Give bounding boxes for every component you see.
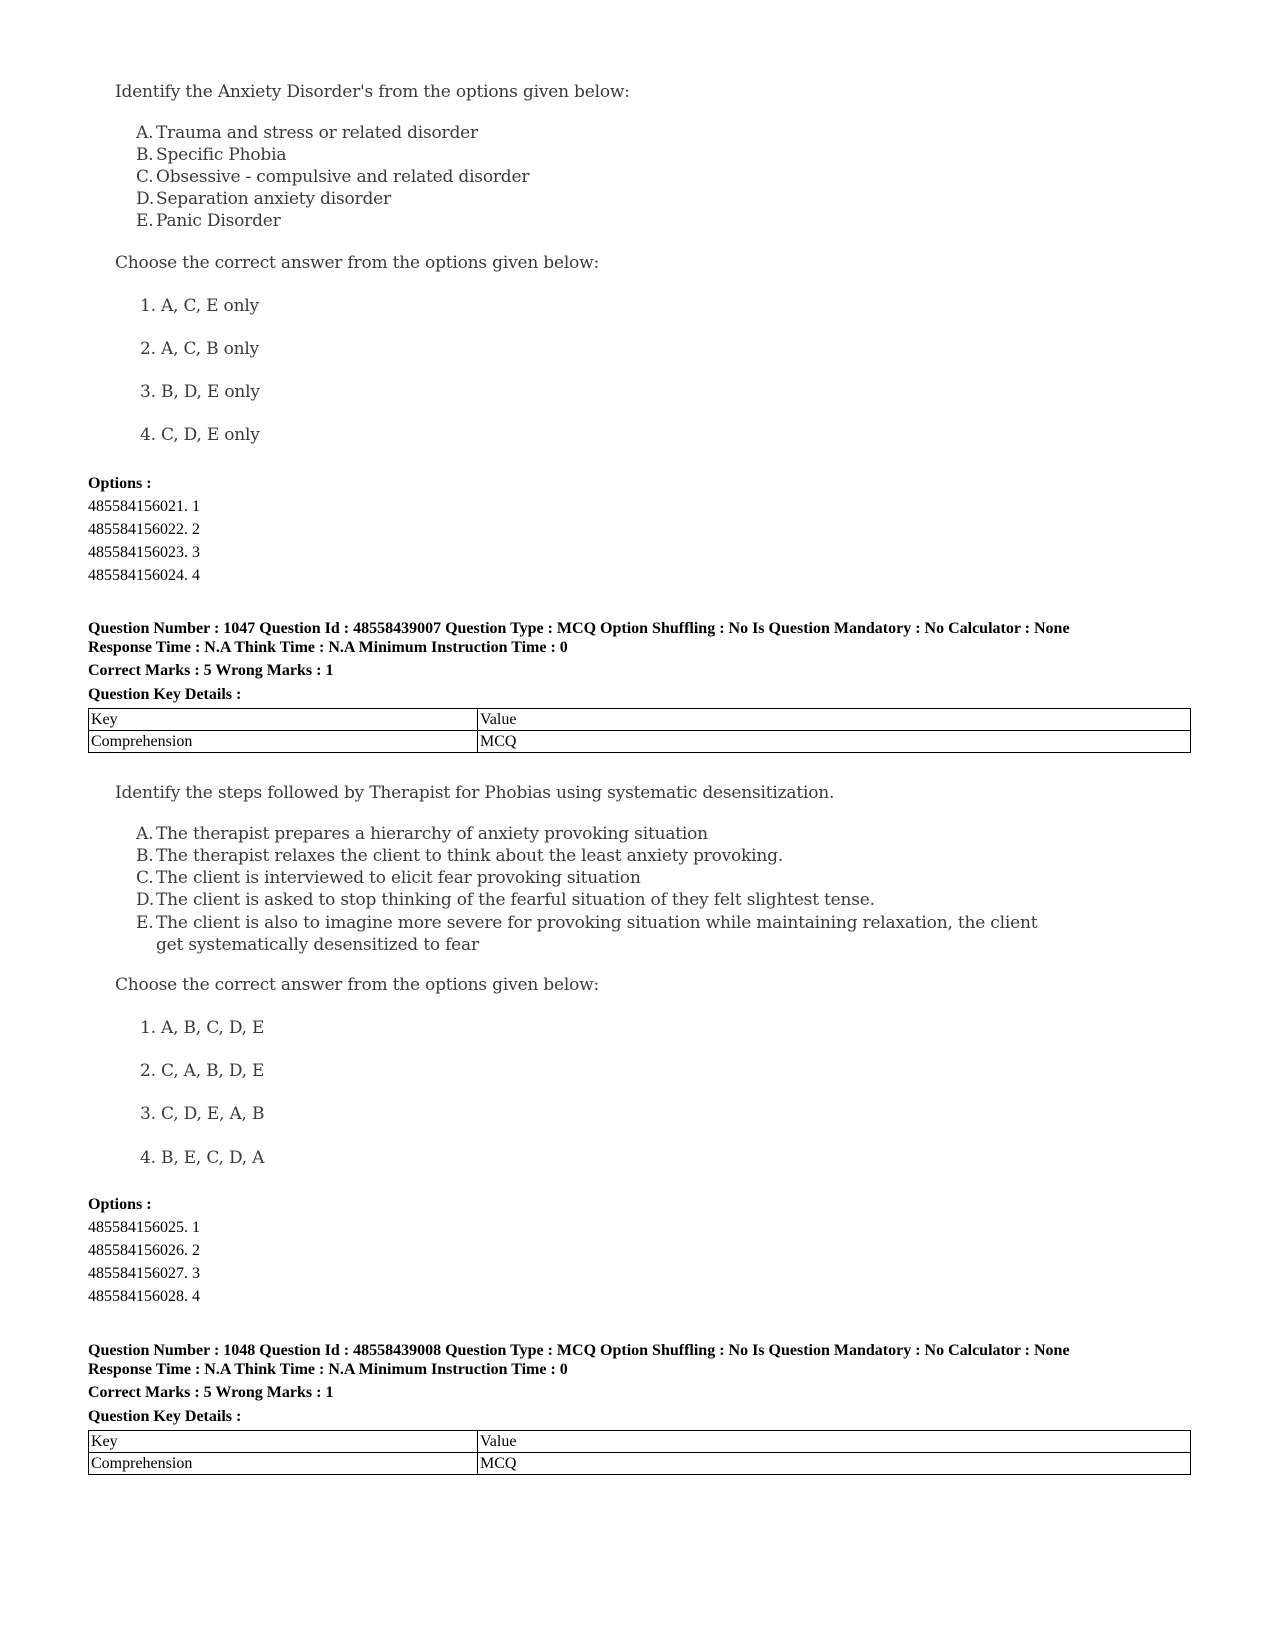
statement-b: B. Specific Phobia	[136, 145, 287, 165]
statement-e-continuation: get systematically desensitized to fear	[156, 935, 479, 955]
table-header-row	[89, 1431, 1191, 1453]
table-cell-key: Comprehension	[89, 731, 478, 753]
statement-d: D. The client is asked to stop thinking of the fearful situation of they felt slightest tense.	[136, 890, 875, 910]
option-id: 485584156024. 4	[88, 567, 200, 584]
statement-e: E. Panic Disorder	[136, 211, 281, 231]
answer-choice-1: 1. A, B, C, D, E	[140, 1018, 265, 1038]
table-cell-key: Comprehension	[89, 1453, 478, 1475]
table-cell-value: MCQ	[478, 1453, 1191, 1475]
key-details-table	[88, 708, 1191, 753]
statement-a: A. Trauma and stress or related disorder	[136, 123, 478, 143]
option-id: 485584156028. 4	[88, 1288, 200, 1305]
marks-line: Correct Marks : 5 Wrong Marks : 1	[88, 662, 334, 679]
marks-line: Correct Marks : 5 Wrong Marks : 1	[88, 1384, 334, 1401]
answer-choice-2: 2. C, A, B, D, E	[140, 1061, 265, 1081]
table-header-key: Key	[89, 709, 478, 731]
option-id: 485584156027. 3	[88, 1265, 200, 1282]
answer-choice-3: 3. C, D, E, A, B	[140, 1104, 265, 1124]
answer-choice-4: 4. C, D, E only	[140, 425, 260, 445]
question-header-line-2: Response Time : N.A Think Time : N.A Minimum Instruction Time : 0	[88, 1361, 568, 1378]
options-label: Options :	[88, 1196, 152, 1213]
table-cell-value: MCQ	[478, 731, 1191, 753]
key-details-label: Question Key Details :	[88, 686, 242, 703]
answer-choice-3: 3. B, D, E only	[140, 382, 260, 402]
choose-instruction: Choose the correct answer from the options given below:	[115, 253, 599, 273]
statement-c: C. The client is interviewed to elicit fear provoking situation	[136, 868, 641, 888]
table-row	[89, 1453, 1191, 1475]
option-id: 485584156025. 1	[88, 1219, 200, 1236]
statement-c: C. Obsessive - compulsive and related disorder	[136, 167, 530, 187]
option-id: 485584156026. 2	[88, 1242, 200, 1259]
table-header-key: Key	[89, 1431, 478, 1453]
key-details-label: Question Key Details :	[88, 1408, 242, 1425]
question-header-line-1: Question Number : 1048 Question Id : 48558439008 Question Type : MCQ Option Shuffling : No Is Question Mandatory : No Calculator : None	[88, 1342, 1070, 1359]
question-header	[88, 1341, 1070, 1379]
question-header-line-2: Response Time : N.A Think Time : N.A Minimum Instruction Time : 0	[88, 639, 568, 656]
answer-choice-1: 1. A, C, E only	[140, 296, 259, 316]
question-header-line-1: Question Number : 1047 Question Id : 48558439007 Question Type : MCQ Option Shuffling : No Is Question Mandatory : No Calculator : None	[88, 620, 1070, 637]
options-label: Options :	[88, 475, 152, 492]
table-header-value: Value	[478, 1431, 1191, 1453]
table-header-value: Value	[478, 709, 1191, 731]
key-details-table	[88, 1430, 1191, 1475]
option-id: 485584156023. 3	[88, 544, 200, 561]
answer-choice-4: 4. B, E, C, D, A	[140, 1148, 265, 1168]
statement-e: E. The client is also to imagine more severe for provoking situation while maintaining relaxation, the client get systematically desensitized to fear	[136, 913, 1038, 955]
table-row	[89, 731, 1191, 753]
question-prompt: Identify the Anxiety Disorder's from the options given below:	[115, 82, 630, 102]
choose-instruction: Choose the correct answer from the options given below:	[115, 975, 599, 995]
question-prompt: Identify the steps followed by Therapist for Phobias using systematic desensitization.	[115, 783, 835, 803]
table-header-row	[89, 709, 1191, 731]
option-id: 485584156021. 1	[88, 498, 200, 515]
statement-a: A. The therapist prepares a hierarchy of anxiety provoking situation	[136, 824, 708, 844]
option-id: 485584156022. 2	[88, 521, 200, 538]
answer-choice-2: 2. A, C, B only	[140, 339, 260, 359]
statement-d: D. Separation anxiety disorder	[136, 189, 391, 209]
question-header	[88, 619, 1070, 657]
statement-b: B. The therapist relaxes the client to think about the least anxiety provoking.	[136, 846, 784, 866]
